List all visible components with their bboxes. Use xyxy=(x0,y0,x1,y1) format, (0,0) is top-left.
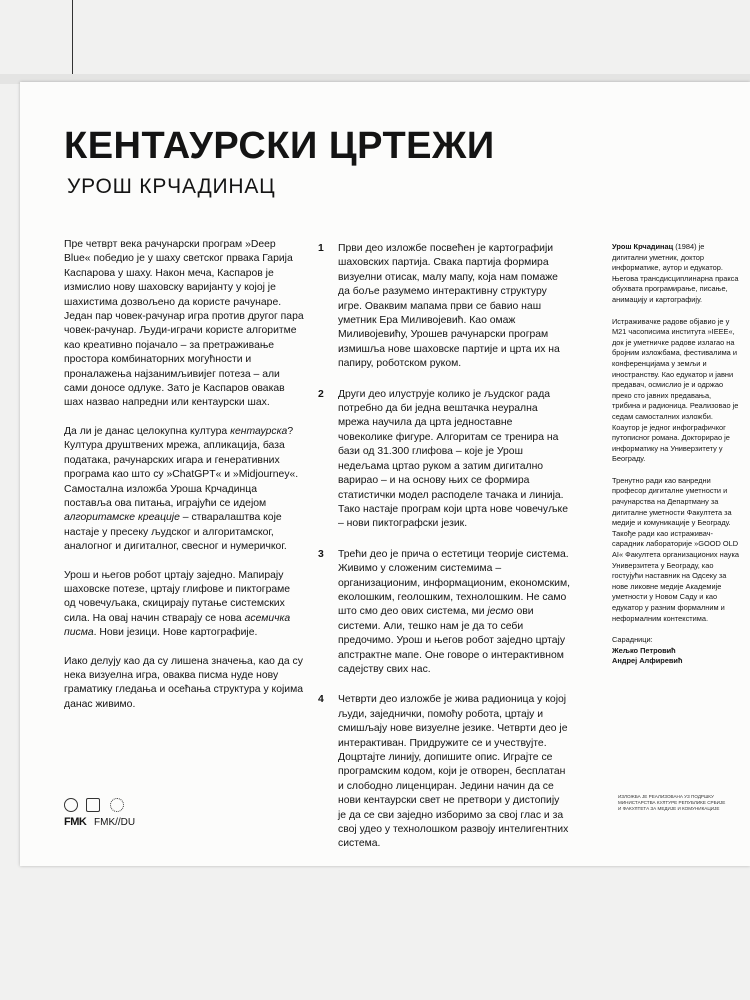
section-text: Четврти део изложбе је жива радионица у којој људи, заједнички, помоћу робота, цртају и смишљају нове визуелне језике. Четврти део је интерактиван. Придружите се и учествујте. Доцртајте линију, допишите опис. Играјте се програмским кодом, који је отворен, бесплатан и слободно лиценциран. Једини начин да се нови кентаурски свет не претвори у дистопију је да се сви заједно изборимо за свој глас и за свој удео у технолошком развоју интелигентних система. xyxy=(338,694,569,850)
dotted-logo-icon xyxy=(110,798,124,812)
intro-p2-text-c: – стваралаштва које настаје у пресеку људског и алгоритамског, аналогног и дигиталног, свесног и нумеричког. xyxy=(64,512,287,553)
fmk-logo: FMK xyxy=(64,816,87,828)
collaborator-name: Жељко Петровић xyxy=(612,645,676,655)
section-item-3 xyxy=(318,548,570,678)
exhibition-panel xyxy=(20,82,750,866)
wall-mount-line xyxy=(72,0,73,76)
section-number: 4 xyxy=(318,694,324,706)
section-text: Први део изложбе посвећен је картографији шаховских партија. Свака партија формира визуелни отисак, малу мапу, која нам помаже да боље разумемо интерактивну структуру игре. Оваквим мапама први се бавио наш уметник Ера Миливојевић. Као омаж Миливојевићу, Урошев рачунарски програм измишља нове шаховске партије и црта их на папиру, роботском руком. xyxy=(338,243,560,370)
university-seal-icon xyxy=(64,798,78,812)
intro-paragraph-1: Пре четврт века рачунарски програм »Deep Blue« победио је у шаху светског првака Гарија Каспарова у шаху. Након меча, Каспаров је измислио нову шаховску варијанту у којој је шахистима дозвољено да користе рачунаре. Један пар човек-рачунар игра против другог пара човек-рачунар. Људи-играчи користе алгоритме као креативно појачало – за претраживање простора комбинаторних могућности и проналажења најзанимљивијег потеза – али сами доносе одлуке. Зато је Каспаров овакав шах назвао напредни или кентаурски шах. xyxy=(64,239,304,409)
section-text: Други део илуструје колико је људског рада потребно да би једна вештачка неурална мрежа научила да црта једноставне човеколике фигуре. Алгоритам се тренира на бази од 31.300 глифова – које је Урош недељама цртао руком а затим дигитално варирао – и на основу њих се формира статистички модел расподеле тачака и линија. Тако настаје програм који црта нове човечуљке – нови пиктографски језик. xyxy=(338,388,568,530)
bio-p1-text: (1984) је дигитални уметник, доктор информатике, аутор и едукатор. Његова трансдисциплинарна пракса обухвата програмирање, писање, анимацију и картографију. xyxy=(612,242,739,304)
intro-paragraph-3 xyxy=(64,569,304,641)
intro-paragraph-4: Иако делују као да су лишена значења, као да су нека визуелна игра, оваква писма нуде нову граматику гледања и осећања структура у којима данас живимо. xyxy=(64,655,304,710)
artist-name: УРОШ КРЧАДИНАЦ xyxy=(67,175,276,198)
collaborators xyxy=(612,635,740,667)
coat-of-arms-icon xyxy=(86,798,100,812)
intro-p3-text-b: . Нови језици. Нове картографије. xyxy=(93,627,258,639)
fineprint-credits: ИЗЛОЖБА ЈЕ РЕАЛИЗОВАНА УЗ ПОДРШКУ МИНИСТАРСТВА КУЛТУРЕ РЕПУБЛИКЕ СРБИЈЕ И ФАКУЛТЕТА ЗА МЕДИЈЕ И КОМУНИКАЦИЈЕ xyxy=(618,794,726,811)
sections-column xyxy=(318,242,570,868)
section-number: 1 xyxy=(318,243,324,254)
section-number: 2 xyxy=(318,388,324,400)
section-number: 3 xyxy=(318,548,324,560)
section-text xyxy=(338,548,570,678)
bio-paragraph-3: Тренутно ради као ванредни професор дигиталне уметности и рачунарства на Департману за дигиталне уметности Факултета за медије и комуникације у Београду. Такође ради као истраживач-сарадник лабораторије »GOOD OLD AI« Факултета организационих наука Универзитета у Београду, као гостујући наставник на Одсеку за нове ликовне медије Академије уметности у Новом Саду и као едукатор у разним формалним и неформалним контекстима. xyxy=(612,475,739,623)
intro-p2-emphasis-2: алгоритамске креације xyxy=(64,512,180,524)
intro-p2-emphasis-1: кентаурска xyxy=(230,425,288,437)
section-3-emphasis: јесмо xyxy=(487,606,514,618)
section-item-4 xyxy=(318,693,570,851)
bio-column xyxy=(612,242,740,667)
intro-paragraph-2 xyxy=(64,425,304,555)
sponsor-logos xyxy=(64,794,164,834)
bio-paragraph-2: Истраживачке радове објавио је у M21 часописима института »IEEE«, док је уметничке радове излагао на бројним изложбама, фестивалима и конференцијама у земљи и иностранству. Као едукатор и јавни предавач, осмислио је и одржао преко сто јавних предавања, трибина и радионица. Реализовао је седам самосталних изложби. Коаутор је једног инфографичког путописног романа. Докторирао је информатику на Универзитету у Београду. xyxy=(612,316,739,464)
section-3-text-b: ови системи. Али, тешко нам је да то себи предочимо. Урош и његов робот заједно цртају апстрактне мапе. Оне говоре о интерактивном садејству свих нас. xyxy=(338,606,566,675)
intro-p2-text-b: ? Култура друштвених мрежа, апликација, база података, рачунарских игара и генеративних програма као што су »ChatGPT« и »Midjourney«. Самостална изложба Уроша Крчадинца поставља ова питања, играјући се идејом xyxy=(64,425,299,509)
collaborators-label: Сарадници: xyxy=(612,635,653,645)
section-item-2 xyxy=(318,388,570,532)
bio-paragraph-1 xyxy=(612,242,740,306)
fmk-du-logo: FMK//DU xyxy=(94,817,136,828)
intro-p3-emphasis: асемичка писма xyxy=(64,612,291,639)
collaborator-name: Андреј Алфиревић xyxy=(612,656,683,666)
section-item-1 xyxy=(318,242,570,372)
intro-p2-text-a: Да ли је данас целокупна култура xyxy=(64,425,231,437)
bio-name: Урош Крчадинац xyxy=(612,242,674,251)
intro-p3-text-a: Урош и његов робот цртају заједно. Мапирају шаховске потезе, цртају глифове и пиктограме од човечуљака, скицирају путање системских сила. На овај начин стварају се нова xyxy=(64,569,291,624)
exhibition-title: КЕНТАУРСКИ ЦРТЕЖИ xyxy=(64,125,495,167)
intro-column xyxy=(64,238,304,726)
section-3-text-a: Трећи део је прича о естетици теорије система. Живимо у сложеним системима – организационим, информационим, економским, еколошким, геолошким, технолошким. Не само што смо део ових система, ми xyxy=(338,548,570,618)
